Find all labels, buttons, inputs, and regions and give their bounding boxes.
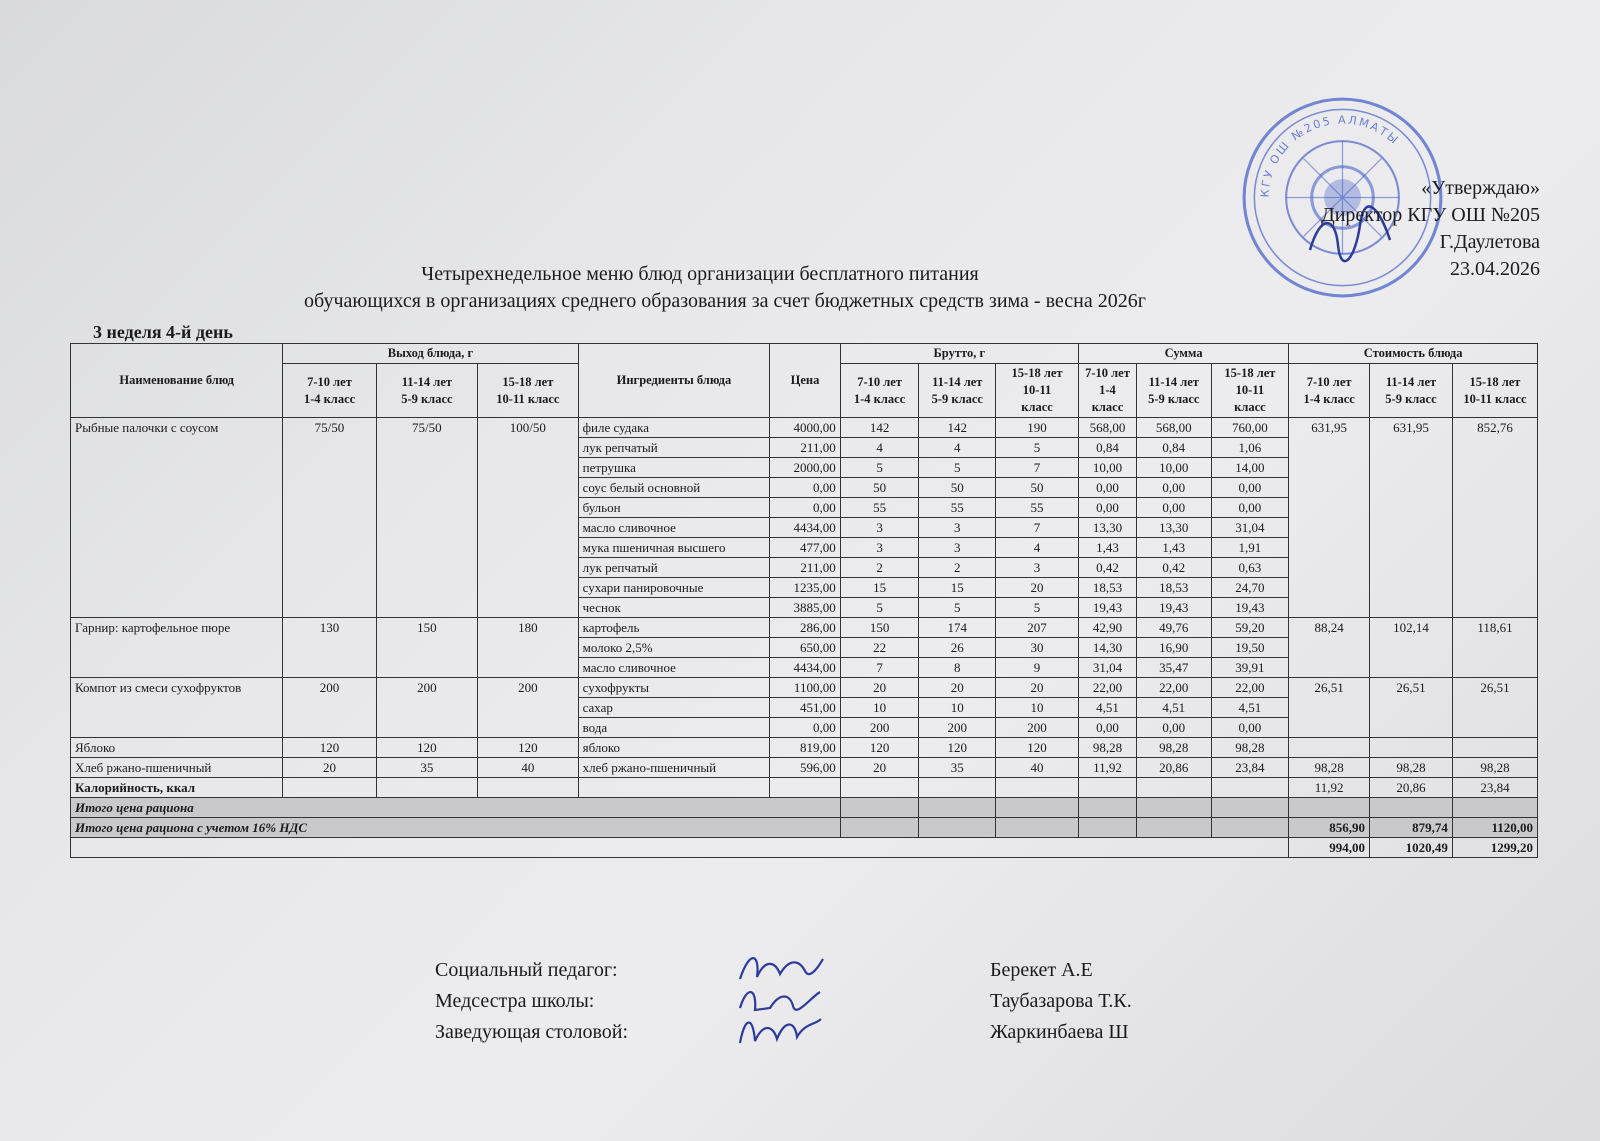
- gross-weight: 4: [919, 438, 996, 458]
- ingredient-sum: 0,00: [1078, 718, 1136, 738]
- empty-cell: [1136, 818, 1211, 838]
- gross-weight: 5: [996, 598, 1079, 618]
- dish-cost: 26,51: [1370, 678, 1453, 738]
- ingredient-sum: 0,00: [1136, 498, 1211, 518]
- approval-block: [1250, 175, 1540, 283]
- gross-weight: 20: [840, 678, 919, 698]
- gross-weight: 3: [840, 538, 919, 558]
- gross-weight: 142: [840, 418, 919, 438]
- ingredient-sum: 0,00: [1211, 718, 1289, 738]
- ingredient-sum: 13,30: [1136, 518, 1211, 538]
- gross-weight: 7: [840, 658, 919, 678]
- dish-output: 75/50: [283, 418, 376, 618]
- ingredient-price: 0,00: [770, 498, 840, 518]
- empty-cell: [376, 778, 478, 798]
- total-value: [1452, 798, 1537, 818]
- ingredient-sum: 0,00: [1078, 478, 1136, 498]
- gross-weight: 200: [919, 718, 996, 738]
- gross-weight: 55: [840, 498, 919, 518]
- signature-name: Берекет А.Е: [990, 959, 1093, 981]
- ingredient-name: масло сливочное: [578, 658, 770, 678]
- header-cost-g3: 15-18 лет 10-11 класс: [1452, 364, 1537, 418]
- final-total-row: [71, 838, 1538, 858]
- dish-output: 200: [478, 678, 578, 738]
- total-vat-value: 879,74: [1370, 818, 1453, 838]
- dish-cost: 98,28: [1370, 758, 1453, 778]
- dish-cost: 98,28: [1452, 758, 1537, 778]
- calories-label: Калорийность, ккал: [71, 778, 283, 798]
- gross-weight: 55: [996, 498, 1079, 518]
- empty-cell: [1211, 798, 1289, 818]
- gross-weight: 50: [996, 478, 1079, 498]
- empty-cell: [840, 818, 919, 838]
- ingredient-price: 477,00: [770, 538, 840, 558]
- ingredient-sum: 568,00: [1136, 418, 1211, 438]
- ingredient-price: 211,00: [770, 558, 840, 578]
- dish-output: 35: [376, 758, 478, 778]
- gross-weight: 9: [996, 658, 1079, 678]
- ingredient-sum: 1,91: [1211, 538, 1289, 558]
- empty-cell: [283, 778, 376, 798]
- dish-cost: [1452, 738, 1537, 758]
- dish-output: 120: [283, 738, 376, 758]
- ingredient-name: петрушка: [578, 458, 770, 478]
- header-gross-g3: 15-18 лет 10-11 класс: [996, 364, 1079, 418]
- ingredient-price: 819,00: [770, 738, 840, 758]
- ingredient-sum: 4,51: [1211, 698, 1289, 718]
- gross-weight: 150: [840, 618, 919, 638]
- ingredient-name: сухофрукты: [578, 678, 770, 698]
- ingredient-name: бульон: [578, 498, 770, 518]
- ingredient-sum: 0,84: [1136, 438, 1211, 458]
- gross-weight: 10: [919, 698, 996, 718]
- ingredient-sum: 20,86: [1136, 758, 1211, 778]
- table-row: [71, 678, 1538, 698]
- header-dish: Наименование блюд: [71, 344, 283, 418]
- gross-weight: 174: [919, 618, 996, 638]
- empty-cell: [71, 838, 1289, 858]
- ingredient-sum: 0,00: [1136, 718, 1211, 738]
- gross-weight: 5: [996, 438, 1079, 458]
- ingredient-price: 0,00: [770, 718, 840, 738]
- empty-cell: [840, 778, 919, 798]
- total-value: [1289, 798, 1370, 818]
- header-row-1: [71, 344, 1538, 364]
- signature-row: [435, 1017, 1235, 1048]
- ingredient-sum: 568,00: [1078, 418, 1136, 438]
- dish-cost: [1370, 738, 1453, 758]
- handwritten-signature-icon: [735, 1011, 825, 1047]
- header-cost-g1: 7-10 лет 1-4 класс: [1289, 364, 1370, 418]
- ingredient-sum: 19,43: [1211, 598, 1289, 618]
- empty-cell: [478, 778, 578, 798]
- header-cost-g2: 11-14 лет 5-9 класс: [1370, 364, 1453, 418]
- total-label: Итого цена рациона: [71, 798, 841, 818]
- gross-weight: 5: [919, 458, 996, 478]
- ingredient-sum: 18,53: [1078, 578, 1136, 598]
- ingredient-name: хлеб ржано-пшеничный: [578, 758, 770, 778]
- ingredient-price: 2000,00: [770, 458, 840, 478]
- ingredient-sum: 11,92: [1078, 758, 1136, 778]
- dish-cost: [1289, 738, 1370, 758]
- ingredient-sum: 14,30: [1078, 638, 1136, 658]
- gross-weight: 50: [840, 478, 919, 498]
- dish-cost: 98,28: [1289, 758, 1370, 778]
- ingredient-sum: 0,42: [1078, 558, 1136, 578]
- signature-name: Таубазарова Т.К.: [990, 990, 1132, 1012]
- calories-value: 20,86: [1370, 778, 1453, 798]
- ingredient-name: сахар: [578, 698, 770, 718]
- signature-role: Заведующая столовой:: [435, 1021, 629, 1043]
- table-row: [71, 758, 1538, 778]
- gross-weight: 8: [919, 658, 996, 678]
- ingredient-sum: 0,00: [1078, 498, 1136, 518]
- header-output: Выход блюда, г: [283, 344, 578, 364]
- ingredient-price: 4000,00: [770, 418, 840, 438]
- dish-output: 150: [376, 618, 478, 678]
- ingredient-price: 451,00: [770, 698, 840, 718]
- document-subtitle: обучающихся в организациях среднего образования за счет бюджетных средств зима - весна 2026г: [304, 290, 1146, 312]
- total-vat-value: 856,90: [1289, 818, 1370, 838]
- gross-weight: 3: [919, 518, 996, 538]
- ingredient-sum: 31,04: [1078, 658, 1136, 678]
- ingredient-name: вода: [578, 718, 770, 738]
- header-ingredients: Ингредиенты блюда: [578, 344, 770, 418]
- signature-row: [435, 986, 1235, 1017]
- signature-name: Жаркинбаева Ш: [990, 1021, 1129, 1043]
- gross-weight: 30: [996, 638, 1079, 658]
- dish-cost: 118,61: [1452, 618, 1537, 678]
- menu-body: [71, 418, 1538, 858]
- empty-cell: [919, 798, 996, 818]
- ingredient-price: 4434,00: [770, 518, 840, 538]
- stamp-text: КГУ ОШ №205 АЛМАТЫ: [1258, 113, 1402, 198]
- dish-cost: 631,95: [1370, 418, 1453, 618]
- ingredient-price: 650,00: [770, 638, 840, 658]
- ingredient-name: сухари панировочные: [578, 578, 770, 598]
- ingredient-name: картофель: [578, 618, 770, 638]
- ingredient-sum: 1,06: [1211, 438, 1289, 458]
- gross-weight: 120: [996, 738, 1079, 758]
- gross-weight: 4: [840, 438, 919, 458]
- ingredient-sum: 24,70: [1211, 578, 1289, 598]
- approval-name: Г.Даулетова: [1439, 231, 1540, 253]
- empty-cell: [1211, 818, 1289, 838]
- gross-weight: 5: [919, 598, 996, 618]
- dish-name: Рыбные палочки с соусом: [71, 418, 283, 618]
- ingredient-price: 1235,00: [770, 578, 840, 598]
- dish-name: Хлеб ржано-пшеничный: [71, 758, 283, 778]
- gross-weight: 2: [840, 558, 919, 578]
- document-title: Четырехнедельное меню блюд организации бесплатного питания: [421, 263, 979, 285]
- empty-cell: [1078, 778, 1136, 798]
- gross-weight: 190: [996, 418, 1079, 438]
- dish-cost: 26,51: [1452, 678, 1537, 738]
- gross-weight: 5: [840, 598, 919, 618]
- ingredient-sum: 19,43: [1078, 598, 1136, 618]
- header-cost: Стоимость блюда: [1289, 344, 1538, 364]
- empty-cell: [770, 778, 840, 798]
- ingredient-price: 286,00: [770, 618, 840, 638]
- table-row: [71, 618, 1538, 638]
- header-sum-g3: 15-18 лет 10-11 класс: [1211, 364, 1289, 418]
- dish-cost: 631,95: [1289, 418, 1370, 618]
- dish-cost: 852,76: [1452, 418, 1537, 618]
- ingredient-sum: 22,00: [1078, 678, 1136, 698]
- ingredient-price: 596,00: [770, 758, 840, 778]
- total-value: [1370, 798, 1453, 818]
- signature-role: Социальный педагог:: [435, 959, 618, 981]
- ingredient-name: мука пшеничная высшего: [578, 538, 770, 558]
- ingredient-sum: 23,84: [1211, 758, 1289, 778]
- ingredient-sum: 0,42: [1136, 558, 1211, 578]
- gross-weight: 15: [919, 578, 996, 598]
- gross-weight: 3: [840, 518, 919, 538]
- gross-weight: 4: [996, 538, 1079, 558]
- ingredient-sum: 98,28: [1078, 738, 1136, 758]
- dish-name: Гарнир: картофельное пюре: [71, 618, 283, 678]
- gross-weight: 55: [919, 498, 996, 518]
- dish-output: 120: [376, 738, 478, 758]
- ingredient-sum: 0,63: [1211, 558, 1289, 578]
- empty-cell: [919, 778, 996, 798]
- empty-cell: [578, 778, 770, 798]
- signatures-block: [435, 955, 1235, 1048]
- ingredient-sum: 22,00: [1136, 678, 1211, 698]
- ingredient-sum: 1,43: [1078, 538, 1136, 558]
- gross-weight: 40: [996, 758, 1079, 778]
- gross-weight: 200: [996, 718, 1079, 738]
- ingredient-sum: 0,84: [1078, 438, 1136, 458]
- signature-role: Медсестра школы:: [435, 990, 595, 1012]
- gross-weight: 26: [919, 638, 996, 658]
- header-out-g2: 11-14 лет 5-9 класс: [376, 364, 478, 418]
- empty-cell: [1078, 818, 1136, 838]
- signature-row: [435, 955, 1235, 986]
- ingredient-name: масло сливочное: [578, 518, 770, 538]
- empty-cell: [1136, 778, 1211, 798]
- dish-output: 200: [283, 678, 376, 738]
- dish-output: 100/50: [478, 418, 578, 618]
- total-vat-value: 1120,00: [1452, 818, 1537, 838]
- gross-weight: 207: [996, 618, 1079, 638]
- ingredient-name: лук репчатый: [578, 438, 770, 458]
- ingredient-name: чеснок: [578, 598, 770, 618]
- gross-weight: 20: [919, 678, 996, 698]
- empty-cell: [919, 818, 996, 838]
- dish-output: 20: [283, 758, 376, 778]
- ingredient-name: филе судака: [578, 418, 770, 438]
- header-gross-g2: 11-14 лет 5-9 класс: [919, 364, 996, 418]
- ingredient-sum: 49,76: [1136, 618, 1211, 638]
- ingredient-sum: 39,91: [1211, 658, 1289, 678]
- total-row: [71, 798, 1538, 818]
- dish-output: 130: [283, 618, 376, 678]
- ingredient-sum: 16,90: [1136, 638, 1211, 658]
- gross-weight: 50: [919, 478, 996, 498]
- empty-cell: [996, 778, 1079, 798]
- ingredient-sum: 1,43: [1136, 538, 1211, 558]
- dish-name: Яблоко: [71, 738, 283, 758]
- ingredient-name: лук репчатый: [578, 558, 770, 578]
- gross-weight: 10: [996, 698, 1079, 718]
- header-gross-g1: 7-10 лет 1-4 класс: [840, 364, 919, 418]
- table-row: [71, 738, 1538, 758]
- empty-cell: [1078, 798, 1136, 818]
- gross-weight: 3: [919, 538, 996, 558]
- ingredient-sum: 10,00: [1078, 458, 1136, 478]
- table-row: [71, 418, 1538, 438]
- header-gross: Брутто, г: [840, 344, 1078, 364]
- ingredient-sum: 98,28: [1136, 738, 1211, 758]
- ingredient-price: 211,00: [770, 438, 840, 458]
- header-price: Цена: [770, 344, 840, 418]
- calories-value: 11,92: [1289, 778, 1370, 798]
- gross-weight: 20: [996, 678, 1079, 698]
- approval-date: 23.04.2026: [1450, 258, 1540, 280]
- header-out-g3: 15-18 лет 10-11 класс: [478, 364, 578, 418]
- final-total-value: 994,00: [1289, 838, 1370, 858]
- dish-output: 40: [478, 758, 578, 778]
- gross-weight: 142: [919, 418, 996, 438]
- ingredient-name: соус белый основной: [578, 478, 770, 498]
- gross-weight: 20: [996, 578, 1079, 598]
- gross-weight: 22: [840, 638, 919, 658]
- gross-weight: 2: [919, 558, 996, 578]
- header-sum-g2: 11-14 лет 5-9 класс: [1136, 364, 1211, 418]
- ingredient-sum: 59,20: [1211, 618, 1289, 638]
- dish-output: 75/50: [376, 418, 478, 618]
- ingredient-sum: 98,28: [1211, 738, 1289, 758]
- gross-weight: 35: [919, 758, 996, 778]
- ingredient-sum: 13,30: [1078, 518, 1136, 538]
- dish-output: 120: [478, 738, 578, 758]
- dish-cost: 26,51: [1289, 678, 1370, 738]
- ingredient-sum: 0,00: [1211, 498, 1289, 518]
- menu-table: [70, 343, 1538, 858]
- header-sum: Сумма: [1078, 344, 1288, 364]
- ingredient-sum: 4,51: [1136, 698, 1211, 718]
- ingredient-sum: 4,51: [1078, 698, 1136, 718]
- gross-weight: 120: [840, 738, 919, 758]
- approval-position: Директор КГУ ОШ №205: [1321, 204, 1540, 226]
- gross-weight: 15: [840, 578, 919, 598]
- empty-cell: [1211, 778, 1289, 798]
- ingredient-sum: 0,00: [1211, 478, 1289, 498]
- ingredient-sum: 19,50: [1211, 638, 1289, 658]
- total-vat-row: [71, 818, 1538, 838]
- approval-heading: «Утверждаю»: [1421, 177, 1540, 199]
- ingredient-sum: 22,00: [1211, 678, 1289, 698]
- total-vat-label: Итого цена рациона с учетом 16% НДС: [71, 818, 841, 838]
- dish-cost: 102,14: [1370, 618, 1453, 678]
- day-label: 3 неделя 4-й день: [93, 322, 233, 342]
- ingredient-name: яблоко: [578, 738, 770, 758]
- ingredient-sum: 35,47: [1136, 658, 1211, 678]
- ingredient-sum: 760,00: [1211, 418, 1289, 438]
- gross-weight: 5: [840, 458, 919, 478]
- final-total-value: 1299,20: [1452, 838, 1537, 858]
- gross-weight: 10: [840, 698, 919, 718]
- ingredient-price: 3885,00: [770, 598, 840, 618]
- dish-output: 180: [478, 618, 578, 678]
- ingredient-sum: 10,00: [1136, 458, 1211, 478]
- ingredient-sum: 18,53: [1136, 578, 1211, 598]
- empty-cell: [840, 798, 919, 818]
- empty-cell: [1136, 798, 1211, 818]
- gross-weight: 200: [840, 718, 919, 738]
- calories-row: [71, 778, 1538, 798]
- ingredient-sum: 31,04: [1211, 518, 1289, 538]
- gross-weight: 3: [996, 558, 1079, 578]
- gross-weight: 7: [996, 518, 1079, 538]
- ingredient-sum: 14,00: [1211, 458, 1289, 478]
- ingredient-sum: 42,90: [1078, 618, 1136, 638]
- ingredient-sum: 19,43: [1136, 598, 1211, 618]
- ingredient-name: молоко 2,5%: [578, 638, 770, 658]
- final-total-value: 1020,49: [1370, 838, 1453, 858]
- empty-cell: [996, 818, 1079, 838]
- header-sum-g1: 7-10 лет 1-4 класс: [1078, 364, 1136, 418]
- dish-output: 200: [376, 678, 478, 738]
- dish-cost: 88,24: [1289, 618, 1370, 678]
- gross-weight: 120: [919, 738, 996, 758]
- ingredient-price: 0,00: [770, 478, 840, 498]
- gross-weight: 20: [840, 758, 919, 778]
- ingredient-sum: 0,00: [1136, 478, 1211, 498]
- header-out-g1: 7-10 лет 1-4 класс: [283, 364, 376, 418]
- gross-weight: 7: [996, 458, 1079, 478]
- ingredient-price: 1100,00: [770, 678, 840, 698]
- dish-name: Компот из смеси сухофруктов: [71, 678, 283, 738]
- empty-cell: [996, 798, 1079, 818]
- calories-value: 23,84: [1452, 778, 1537, 798]
- ingredient-price: 4434,00: [770, 658, 840, 678]
